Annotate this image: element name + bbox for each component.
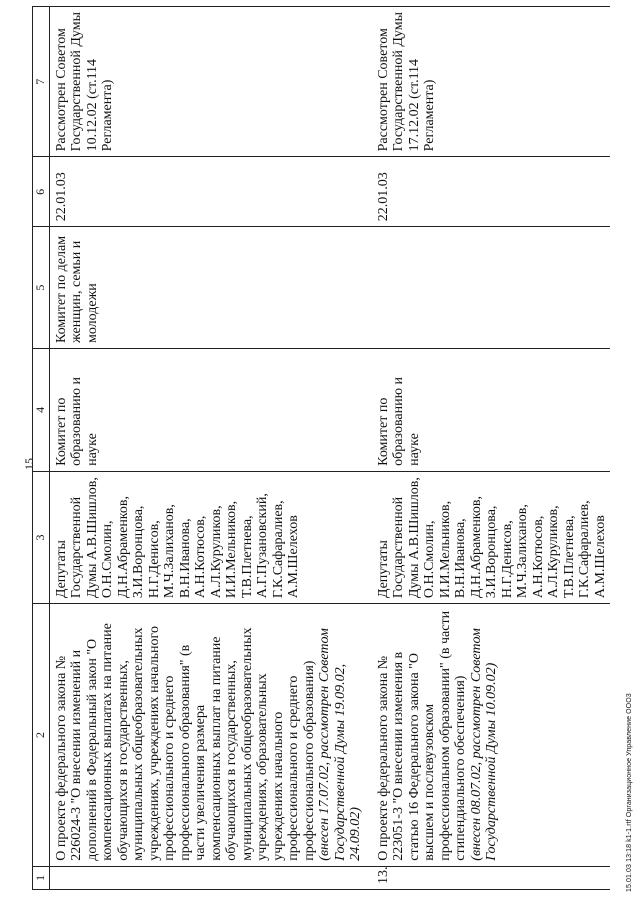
page-number: 15 xyxy=(22,458,36,470)
bill-note: (внесен 17.07.02, рассмотрен Советом Государственной Думы 19.09.02, 24.09.02) xyxy=(317,628,363,861)
bill-status: Рассмотрен Советом Государственной Думы 10.12.02 (ст.114 Регламента) xyxy=(49,7,366,157)
bill-note: (внесен 08.07.02, рассмотрен Советом Государственной Думы 10.09.02) xyxy=(468,628,499,861)
column-header-2: 2 xyxy=(33,604,50,867)
review-date: 22.01.03 xyxy=(49,157,366,227)
bills-table xyxy=(32,6,610,890)
row-number: 13. xyxy=(366,866,611,889)
review-date: 22.01.03 xyxy=(366,157,611,227)
document-footer: 15.01.03 13:18 k1-1.rtf Организационное Управление ООО3 xyxy=(626,693,633,892)
row-number xyxy=(49,866,366,889)
bill-status: Рассмотрен Советом Государственной Думы 17.12.02 (ст.114 Регламента) xyxy=(366,7,611,157)
co-committee: Комитет по делам женщин, семьи и молодежи xyxy=(49,227,366,349)
column-header-1: 1 xyxy=(33,866,50,889)
column-header-7: 7 xyxy=(33,7,50,157)
table-header-row xyxy=(33,7,50,890)
bill-authors: Депутаты Государственной Думы А.В.Шишлов, О.Н.Смолин, И.И.Мельников, В.Н.Иванова, Д.Н.Абраменков, З.И.Воронцова, Н.Г.Денисов, М.Ч.Залиханов, А.Н.Котюсов, А.Л.Куруликов, Т.В.Плетнева, Г.К.Сафаралиев, А.М.Шелехов xyxy=(366,471,611,603)
column-header-4: 4 xyxy=(33,349,50,472)
bill-title: О проекте федерального закона № 223051-3 "О внесении изменения в статью 16 Федерального закона "О высшем и послевузовском профессиональном образовании" (в части стипендиального обеспечения) xyxy=(375,610,468,861)
co-committee xyxy=(366,227,611,349)
bill-authors: Депутаты Государственной Думы А.В.Шишлов, О.Н.Смолин, Д.Н.Абраменков, З.И.Воронцова, Н.Г.Денисов, М.Ч.Залиханов, В.Н.Иванова, А.Н.Котюсов, А.Л.Куруликов, И.И.Мельников, Т.В.Плетнева, А.Г.Пузановский, Г.К.Сафаралиев, А.М.Шелехов xyxy=(49,471,366,603)
table-row xyxy=(366,7,611,890)
bill-title-cell xyxy=(366,604,611,867)
bill-title: О проекте федерального закона № 226024-3 "О внесении изменений и дополнений в Федеральный закон "О компенсационных выплатах на питание обучающихся в государственных, муниципальных общеобразовательных учреждениях, учреждениях начального профессионального и среднего профессионального образования" (в части увеличения размера компенсационных выплат на питание обучающихся в государственных, муниципальных общеобразовательных учреждениях, образовательных учреждениях начального профессионального и среднего профессионального образования) xyxy=(53,623,317,861)
column-header-6: 6 xyxy=(33,157,50,227)
responsible-committee: Комитет по образованию и науке xyxy=(49,349,366,472)
column-header-5: 5 xyxy=(33,227,50,349)
responsible-committee: Комитет по образованию и науке xyxy=(366,349,611,472)
bill-title-cell xyxy=(49,604,366,867)
table-row xyxy=(49,7,366,890)
column-header-3: 3 xyxy=(33,471,50,603)
